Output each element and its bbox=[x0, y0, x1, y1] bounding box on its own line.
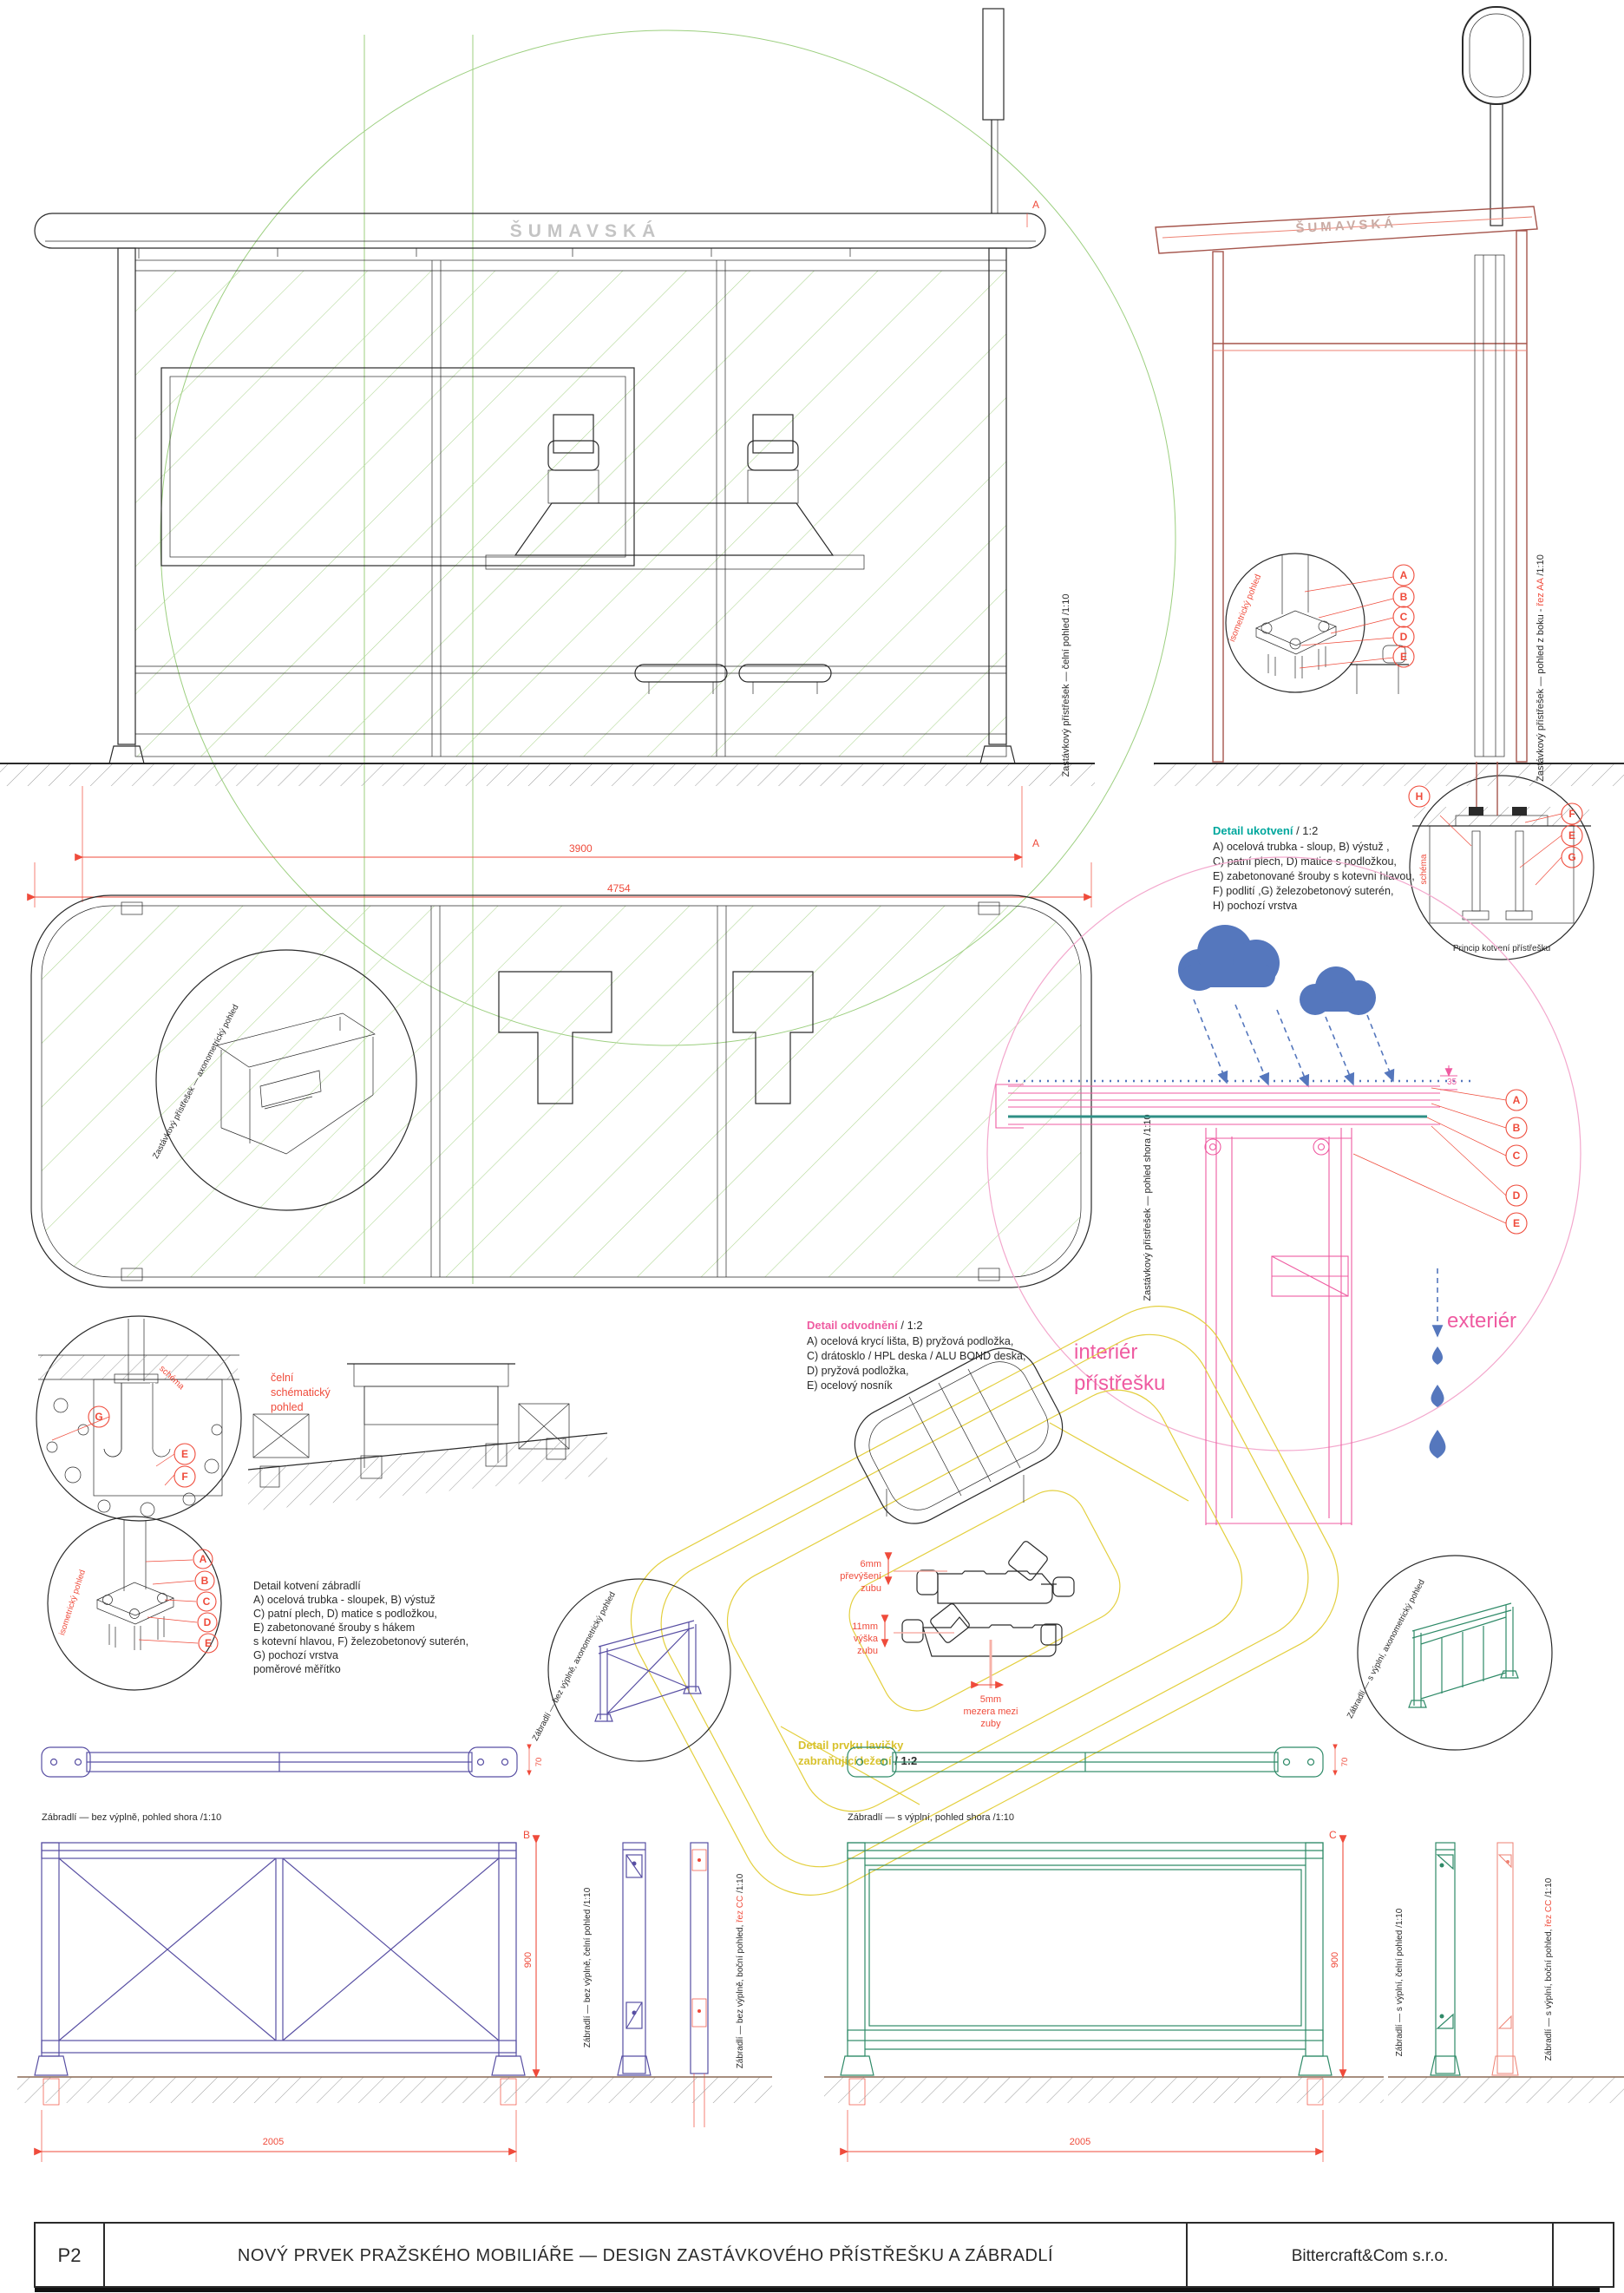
company-name: Bittercraft&Com s.r.o. bbox=[1291, 2247, 1449, 2265]
caption-shelter-axo: Zastávkový přístřešek — axonometrický pohled bbox=[151, 1003, 241, 1161]
detail-railing-anchor-line2: C) patní plech, D) matice s podložkou, bbox=[253, 1608, 437, 1620]
dim-tooth-height-3: zubu bbox=[857, 1646, 878, 1656]
bubble-f: F bbox=[181, 1471, 188, 1483]
caption-rail-filled-side: Zábradlí — s výplní, boční pohled, řez CC /1:10 bbox=[1544, 1877, 1554, 2061]
bubble-e: E bbox=[180, 1448, 189, 1460]
dim-tooth-height-1: 11mm bbox=[852, 1621, 878, 1632]
detail-railing-anchor-text bbox=[253, 1580, 468, 1675]
caption-shelter-plan: Zastávkový přístřešek — pohled shora /1:10 bbox=[1143, 1114, 1153, 1301]
detail-railing-anchor-line4: s kotevní hlavou, F) železobetonový suterén, bbox=[253, 1635, 469, 1648]
caption-rail-open-axo: Zábradlí — bez výplně, axonometrický pohled bbox=[530, 1590, 618, 1743]
caption-anchoring-principle: Princip kotvení přístřešku bbox=[1452, 944, 1551, 953]
stop-sign-side: ŠUMAVSKÁ bbox=[1295, 215, 1398, 237]
caption-isometric-side: isometrický pohled bbox=[1228, 573, 1264, 644]
dim-tooth-rise-2: převýšení bbox=[840, 1571, 881, 1582]
bubble-h: H bbox=[1415, 790, 1424, 803]
bubble-b: B bbox=[1399, 591, 1408, 603]
caption-rail-open-top: Zábradlí — bez výplně, pohled shora /1:10 bbox=[42, 1812, 222, 1823]
bubble-b: B bbox=[1512, 1122, 1521, 1134]
bubble-d: D bbox=[1512, 1189, 1521, 1202]
railing-anchor-schema-detail bbox=[36, 1316, 241, 1521]
zone-interior-line1: interiér bbox=[1074, 1340, 1138, 1364]
dim-span: 3900 bbox=[569, 842, 593, 855]
caption-shelter-side: Zastávkový přístřešek — pohled z boku - řez AA /1:10 bbox=[1536, 554, 1546, 782]
dim-tooth-gap-2: mezera mezi bbox=[963, 1707, 1018, 1717]
dim-rail-height-open: 900 bbox=[523, 1951, 534, 1969]
detail-anchoring-line3: E) zabetonované šrouby s kotevní hlavou, bbox=[1213, 870, 1415, 882]
dim-rail-length-filled: 2005 bbox=[1069, 2137, 1091, 2147]
stop-sign-front: ŠUMAVSKÁ bbox=[509, 221, 662, 241]
sheet-code: P2 bbox=[57, 2244, 82, 2266]
detail-drainage-title: Detail odvodnění / 1:2 bbox=[807, 1319, 923, 1332]
caption-front-schematic-1: čelní bbox=[271, 1372, 294, 1384]
detail-drainage-line4: E) ocelový nosník bbox=[807, 1379, 893, 1392]
caption-rail-filled-axo: Zábradlí — s výplní, axonometrický pohled bbox=[1345, 1577, 1427, 1720]
railing-filled-top-view bbox=[848, 1747, 1335, 1777]
detail-anchoring-line1: A) ocelová trubka - sloup, B) výstuž , bbox=[1213, 841, 1390, 853]
title-block bbox=[35, 2223, 1614, 2292]
detail-railing-anchor-line6: poměrové měřítko bbox=[253, 1663, 341, 1675]
bubble-e: E bbox=[1399, 651, 1408, 663]
bubble-d: D bbox=[1399, 631, 1408, 643]
bubble-c: C bbox=[1512, 1150, 1521, 1162]
bubble-b: B bbox=[200, 1575, 209, 1587]
bubble-a: A bbox=[1512, 1094, 1521, 1106]
dim-tooth-gap-1: 5mm bbox=[979, 1694, 1002, 1705]
zone-interior-line2: přístřešku bbox=[1074, 1372, 1166, 1395]
dim-tube-filled: 70 bbox=[1340, 1757, 1350, 1767]
caption-rail-open-front: Zábradlí — bez výplně, čelní pohled /1:10 bbox=[583, 1887, 593, 2048]
detail-anchoring-line5: H) pochozí vrstva bbox=[1213, 900, 1298, 912]
detail-anchoring-line2: C) patní plech, D) matice s podložkou, bbox=[1213, 855, 1397, 868]
cloud-icon bbox=[1300, 966, 1376, 1015]
shelter-front-elevation bbox=[0, 9, 1095, 786]
dim-tooth-rise-3: zubu bbox=[861, 1583, 881, 1594]
bubble-e: E bbox=[204, 1637, 213, 1649]
caption-isometric-left: isometrický pohled bbox=[57, 1569, 88, 1637]
railing-filled-posts bbox=[1388, 1843, 1624, 2103]
zone-exterior: exteriér bbox=[1447, 1309, 1517, 1333]
side-iso-bubbles bbox=[1300, 565, 1414, 668]
caption-schema-left: schéma bbox=[157, 1364, 187, 1392]
detail-anchoring-line4: F) podlití ,G) železobetonový suterén, bbox=[1213, 885, 1394, 897]
section-marker-a-bottom: A bbox=[1032, 837, 1040, 849]
dim-tooth-height-2: výška bbox=[853, 1634, 878, 1644]
caption-rail-filled-top: Zábradlí — s výplní, pohled shora /1:10 bbox=[848, 1812, 1014, 1823]
railing-open-elevation bbox=[17, 1843, 577, 2162]
dim-tube-open: 70 bbox=[534, 1757, 544, 1767]
cloud-icon bbox=[1178, 925, 1280, 991]
anchoring-principle-detail bbox=[1409, 762, 1594, 960]
bubble-e: E bbox=[1512, 1217, 1521, 1229]
caption-front-schematic-3: pohled bbox=[271, 1401, 304, 1413]
caption-front-schematic-2: schématický bbox=[271, 1386, 331, 1399]
caption-rail-filled-front: Zábradlí — s výplní, čelní pohled /1:10 bbox=[1395, 1908, 1405, 2057]
dim-rail-height-filled: 900 bbox=[1330, 1951, 1340, 1969]
detail-drainage-line3: D) pryžová podložka, bbox=[807, 1365, 909, 1377]
caption-rail-open-side: Zábradlí — bez výplně, boční pohled, řez CC /1:10 bbox=[736, 1873, 745, 2069]
bubble-c: C bbox=[202, 1595, 211, 1608]
bubble-d: D bbox=[203, 1616, 212, 1628]
detail-railing-anchor-line5: G) pochozí vrstva bbox=[253, 1649, 338, 1661]
bubble-f: F bbox=[1568, 808, 1575, 820]
detail-anchoring-title: Detail ukotvení / 1:2 bbox=[1213, 824, 1319, 837]
detail-railing-anchor-line3: E) zabetonované šrouby s hákem bbox=[253, 1621, 416, 1634]
section-marker-b: B bbox=[523, 1829, 531, 1841]
caption-schema-principle: schéma bbox=[1419, 854, 1429, 885]
bubble-a: A bbox=[199, 1553, 207, 1565]
bubble-e: E bbox=[1568, 829, 1576, 842]
shelter-side-elevation bbox=[1154, 7, 1624, 786]
dim-tooth-gap-3: zuby bbox=[980, 1719, 1001, 1729]
section-marker-c: C bbox=[1329, 1829, 1337, 1841]
detail-drainage-text bbox=[807, 1319, 1025, 1392]
bubble-c: C bbox=[1399, 611, 1408, 623]
bench-isometric bbox=[606, 1281, 1364, 1920]
section-marker-a-top: A bbox=[1032, 199, 1040, 211]
detail-bench-title2: zabraňující ležení / 1:2 bbox=[798, 1754, 918, 1767]
detail-railing-anchor-line1: A) ocelová trubka - sloupek, B) výstuž bbox=[253, 1594, 435, 1606]
detail-bench-title1: Detail prvku lavičky bbox=[798, 1739, 904, 1752]
bubble-g: G bbox=[95, 1411, 103, 1423]
detail-anchoring-text bbox=[1213, 824, 1415, 912]
dim-roof-edge: 35 bbox=[1447, 1078, 1457, 1087]
railing-filled-elevation bbox=[824, 1843, 1384, 2162]
detail-railing-anchor-title: Detail kotvení zábradlí bbox=[253, 1580, 361, 1592]
dim-total-width: 4754 bbox=[607, 882, 631, 894]
detail-drainage-line2: C) drátosklo / HPL deska / ALU BOND deska, bbox=[807, 1350, 1026, 1362]
railing-open-top-view bbox=[42, 1747, 529, 1777]
bubble-g: G bbox=[1568, 851, 1576, 863]
bench-tooth-profiles bbox=[885, 1540, 1074, 1688]
caption-shelter-front: Zastávkový přístřešek — čelní pohled /1:10 bbox=[1061, 593, 1071, 777]
sheet-title: NOVÝ PRVEK PRAŽSKÉHO MOBILIÁŘE — DESIGN ZASTÁVKOVÉHO PŘÍSTŘEŠKU A ZÁBRADLÍ bbox=[237, 2246, 1054, 2265]
dim-tooth-rise-1: 6mm bbox=[860, 1559, 881, 1569]
detail-drainage-line1: A) ocelová krycí lišta, B) pryžová podložka, bbox=[807, 1335, 1014, 1347]
dim-rail-length-open: 2005 bbox=[262, 2137, 285, 2147]
bubble-a: A bbox=[1399, 569, 1408, 581]
